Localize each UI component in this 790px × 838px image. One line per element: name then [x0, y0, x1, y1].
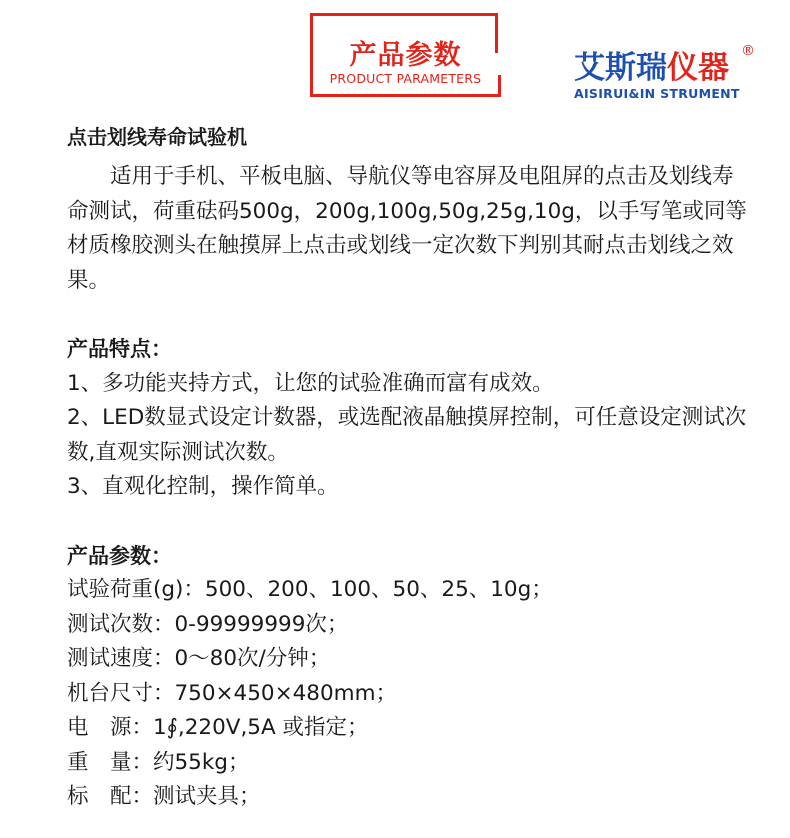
- product-parameters-badge: [310, 13, 498, 97]
- product-content: [67, 120, 747, 815]
- logo-wordmark: [574, 48, 729, 88]
- badge-subtitle: PRODUCT PARAMETERS: [329, 71, 482, 86]
- param-item-power: 电 源：1∮,220V,5A 或指定；: [67, 715, 369, 740]
- feature-item: 1、多功能夹持方式，让您的试验准确而富有成效。: [67, 370, 554, 396]
- param-item-accessories: 标 配：测试夹具；: [67, 784, 261, 809]
- feature-item: 3、直观化控制，操作简单。: [67, 474, 339, 499]
- product-description: 适用于手机、平板电脑、导航仪等电容屏及电阻屏的点击及划线寿命测试，荷重砝码500g，200g,100g,50g,25g,10g，以手写笔或同等材质橡胶测头在触摸屏上点击或划线一定次数下判别其耐点击划线之效果。: [67, 164, 747, 293]
- params-heading: 产品参数：: [67, 543, 172, 568]
- logo-text-blue: 艾斯瑞: [574, 50, 667, 86]
- badge-title: 产品参数: [349, 40, 462, 71]
- registered-mark: ®: [741, 43, 755, 59]
- param-item-load: 试验荷重(g)：500、200、100、50、25、10g；: [67, 577, 553, 602]
- features-heading: 产品特点：: [67, 337, 172, 361]
- param-item-weight: 重 量：约55kg；: [67, 749, 250, 775]
- feature-item: 2、LED数显式设定计数器，或选配液晶触摸屏控制，可任意设定测试次数,直观实际测试次数。: [67, 405, 747, 465]
- badge-corner-bar: [498, 75, 501, 97]
- product-title: 点击划线寿命试验机: [67, 125, 247, 149]
- param-item-speed: 测试速度：0～80次/分钟；: [67, 646, 331, 671]
- brand-logo: [574, 43, 764, 108]
- logo-subtitle: AISIRUI&IN STRUMENT: [574, 86, 740, 101]
- param-item-count: 测试次数：0-99999999次；: [67, 611, 349, 637]
- param-item-size: 机台尺寸：750×450×480mm；: [67, 680, 398, 706]
- logo-text-red: 仪器: [667, 50, 729, 86]
